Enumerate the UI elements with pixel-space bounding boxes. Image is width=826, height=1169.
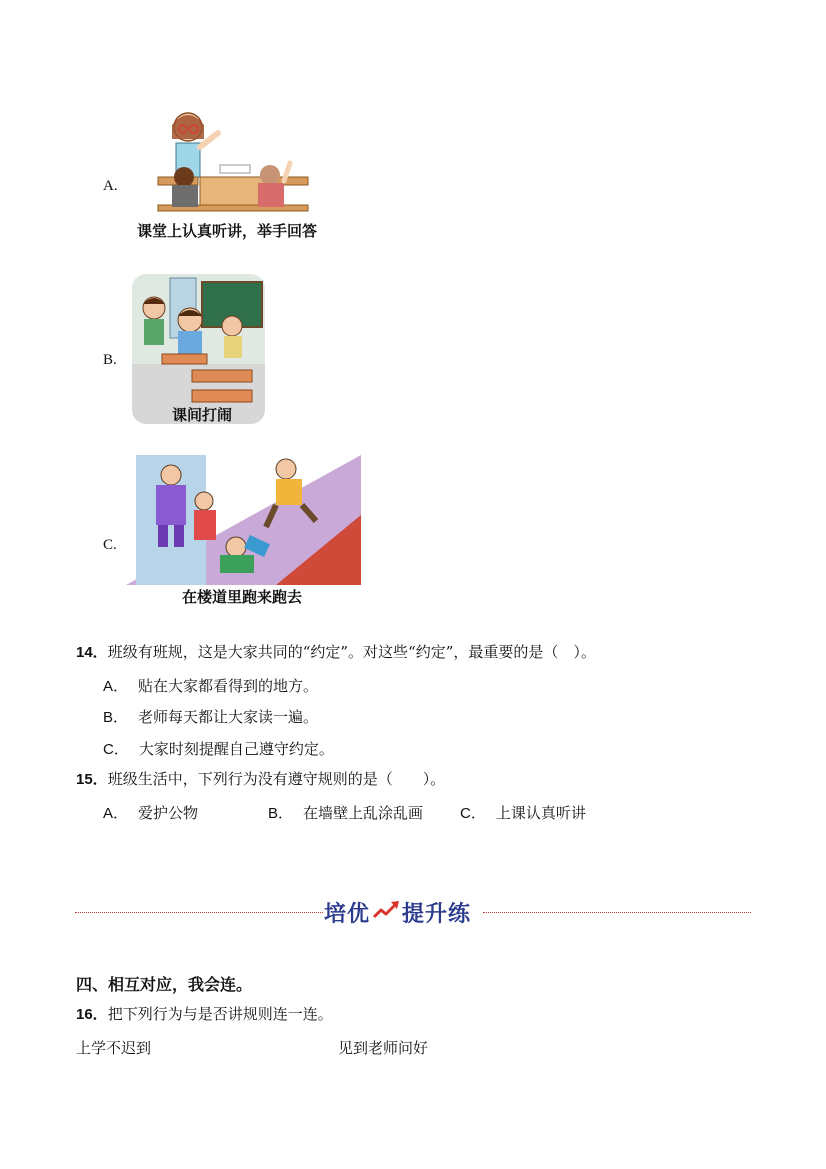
corridor-running-illustration: [126, 455, 361, 585]
option-text: 在墙壁上乱涂乱画: [303, 804, 424, 822]
option-text: 爱护公物: [138, 804, 199, 822]
option-letter: B．: [268, 805, 294, 822]
question-15: [76, 769, 445, 790]
option-c-label: C.: [103, 537, 117, 553]
trend-up-icon: [372, 899, 400, 927]
question-14-option-a[interactable]: [103, 675, 318, 696]
question-16-text: 把下列行为与是否讲规则连一连。: [107, 1005, 333, 1023]
match-right-item[interactable]: 见到老师问好: [338, 1039, 429, 1057]
banner-right-text: 提升练: [402, 902, 472, 927]
question-15-option-c[interactable]: [460, 802, 586, 823]
banner-left-text: 培优: [324, 902, 371, 927]
question-14-number: 14．: [76, 644, 108, 661]
option-a-label: A.: [103, 178, 118, 194]
match-left-item[interactable]: 上学不迟到: [76, 1039, 152, 1057]
option-b-caption: 课间打闹: [172, 406, 233, 424]
option-letter: C．: [460, 805, 486, 822]
option-text: 上课认真听讲: [495, 804, 586, 822]
option-letter: A．: [103, 678, 129, 695]
question-15-option-a[interactable]: [103, 802, 198, 823]
option-a-caption: 课堂上认真听讲，举手回答: [137, 222, 318, 240]
question-15-text: 班级生活中，下列行为没有遵守规则的是（ ）。: [107, 770, 446, 788]
option-c-caption: 在楼道里跑来跑去: [182, 588, 303, 606]
option-letter: A．: [103, 805, 129, 822]
question-14-text: 班级有班规，这是大家共同的“约定”。对这些“约定”，最重要的是（ ）。: [107, 643, 596, 661]
divider-right: [483, 912, 751, 913]
option-text: 贴在大家都看得到的地方。: [138, 677, 319, 695]
recess-fighting-illustration: [132, 274, 265, 424]
option-letter: B．: [103, 709, 129, 726]
classroom-listening-illustration: [150, 105, 320, 220]
section-banner: [324, 897, 471, 928]
option-text: 老师每天都让大家读一遍。: [138, 708, 319, 726]
question-15-number: 15．: [76, 771, 108, 788]
question-15-option-b[interactable]: [268, 802, 423, 823]
question-16-number: 16．: [76, 1006, 108, 1023]
question-14-option-c[interactable]: [103, 738, 334, 759]
divider-left: [75, 912, 323, 913]
question-16: [76, 1004, 333, 1025]
section-4-title: 四、相互对应，我会连。: [76, 975, 253, 994]
option-b-label: B.: [103, 352, 117, 368]
question-14: [76, 642, 596, 663]
option-text: 大家时刻提醒自己遵守约定。: [138, 740, 334, 758]
question-14-option-b[interactable]: [103, 706, 318, 727]
option-letter: C．: [103, 741, 129, 758]
